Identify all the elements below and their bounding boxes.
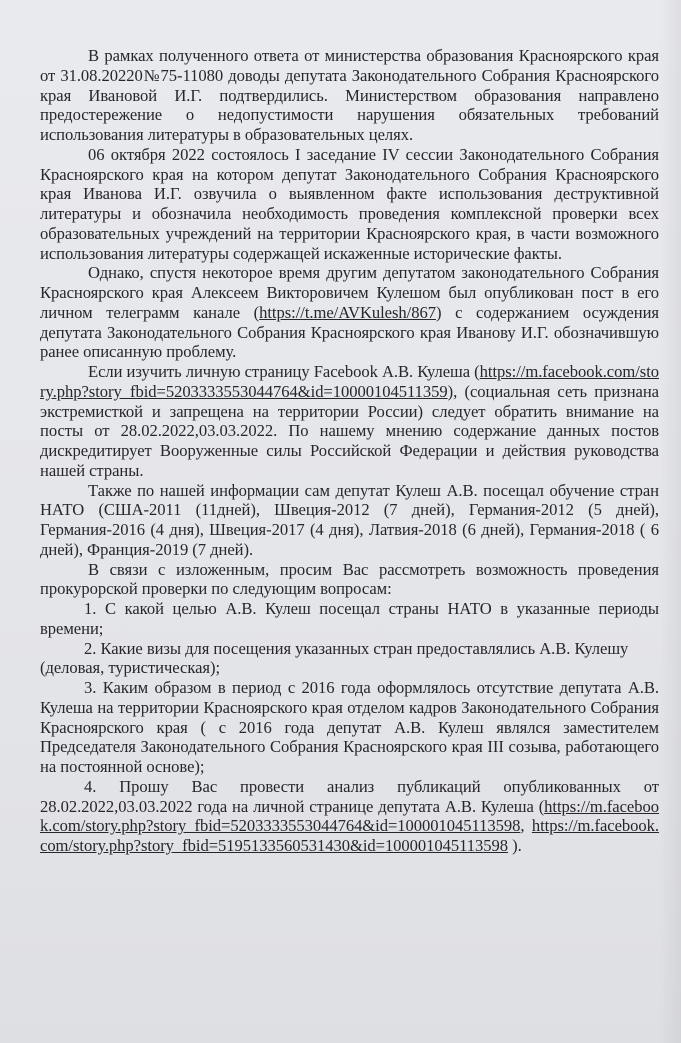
paragraph-text: Также по нашей информации сам депутат Кулеш А.В. посещал обучение стран НАТО (США-2011 (11дней), Швеция-2012 (7 дней), Германия-2012 (5 дней), Германия-2016 (4 дня), Швеция-2017 (4 дня), Латвия-2018 (6 дней), Германия-2018 ( 6 дней), Франция-2019 (7 дней).: [40, 480, 659, 559]
question-3: [40, 678, 659, 777]
paragraph-text: ), (социальная сеть признана экстремисткой и запрещена на территории России) следует обратить внимание на посты от 28.02.2022,03.03.2022. По нашему мнению содержание данных постов дискредитирует Вооруженные силы Российской Федерации и действия руководства нашей страны.: [40, 381, 659, 480]
question-text: 2. Какие визы для посещения указанных стран предоставлялись А.В. Кулешу: [84, 638, 629, 658]
paragraph-nato-trips: [40, 481, 659, 560]
facebook-link-1[interactable]: https://m.facebook.com/story.php?story_fbid=5203333553044764&id=100001045113598: [40, 796, 659, 836]
question-text: ).: [508, 836, 522, 855]
question-text: 3. Каким образом в период с 2016 года оформлялось отсутствие депутата А.В. Кулеша на территории Красноярского края отделом кадров Законодательного Собрания Красноярского края ( с 2016 года депутат А.В. Кулеш являлся заместителем Председателя Законодательного Собрания Красноярского края III созыва, работающего на постоянной основе);: [40, 678, 659, 776]
paragraph-ministry-response: [40, 46, 659, 145]
paragraph-request: [40, 560, 659, 600]
question-text: (деловая, туристическая);: [40, 658, 221, 678]
question-4: [40, 777, 659, 856]
facebook-link-2[interactable]: https://m.facebook.com/story.php?story_fbid=5195133560531430&id=100001045113598: [40, 816, 659, 855]
question-text: 1. С какой целью А.В. Кулеш посещал страны НАТО в указанные периоды времени;: [40, 599, 659, 638]
question-text: 4. Прошу Вас провести анализ публикаций опубликованных от 28.02.2022,03.03.2022 года на личной странице депутата А.В. Кулеша (: [40, 776, 659, 816]
paragraph-text: Однако, спустя некоторое время другим депутатом законодательного Собрания Красноярского края Алексеем Викторовичем Кулешом был опубликован пост в его личном телеграмм канале (: [40, 263, 659, 322]
paragraph-text: Если изучить личную страницу Facebook А.В. Кулеша (: [88, 362, 480, 381]
paragraph-session-meeting: [40, 145, 659, 264]
separator: ,: [520, 816, 525, 836]
paragraph-telegram-post: [40, 263, 659, 362]
paragraph-text: ) с содержанием осуждения депутата Законодательного Собрания Красноярского края Иванову И.Г. обозначившую ранее описанную проблему.: [40, 302, 659, 362]
facebook-link[interactable]: https://m.facebook.com/story.php?story_fbid=5203333553044764&id=10000104511359: [40, 362, 660, 401]
paragraph-text: 06 октября 2022 состоялось I заседание IV сессии Законодательного Собрания Красноярского края на котором депутат Законодательного Собрания Красноярского края Иванова И.Г. озвучила о выявленном факте использования деструктивной литературы и обозначила необходимость проведения комплексной проверки всех образовательных учреждений на территории Красноярского края, в части возможного использования литературы содержащей искаженные исторические факты.: [40, 144, 659, 263]
paragraph-facebook-page: [40, 362, 659, 481]
paragraph-text: В связи с изложенным, просим Вас рассмотреть возможность проведения прокурорской проверки по следующим вопросам:: [40, 559, 659, 599]
question-2-continuation: [40, 658, 659, 678]
page-edge-shadow: [659, 0, 681, 1043]
question-2: [40, 639, 659, 659]
question-1: [40, 599, 659, 639]
paragraph-text: В рамках полученного ответа от министерства образования Красноярского края от 31.08.20220№75-11080 доводы депутата Законодательного Собрания Красноярского края Ивановой И.Г. подтвердились. Министерством образования направлено предостережение о недопустимости нарушения обязательных требований использования литературы в образовательных целях.: [40, 46, 659, 144]
telegram-link[interactable]: https://t.me/AVKulesh/867: [259, 302, 436, 322]
